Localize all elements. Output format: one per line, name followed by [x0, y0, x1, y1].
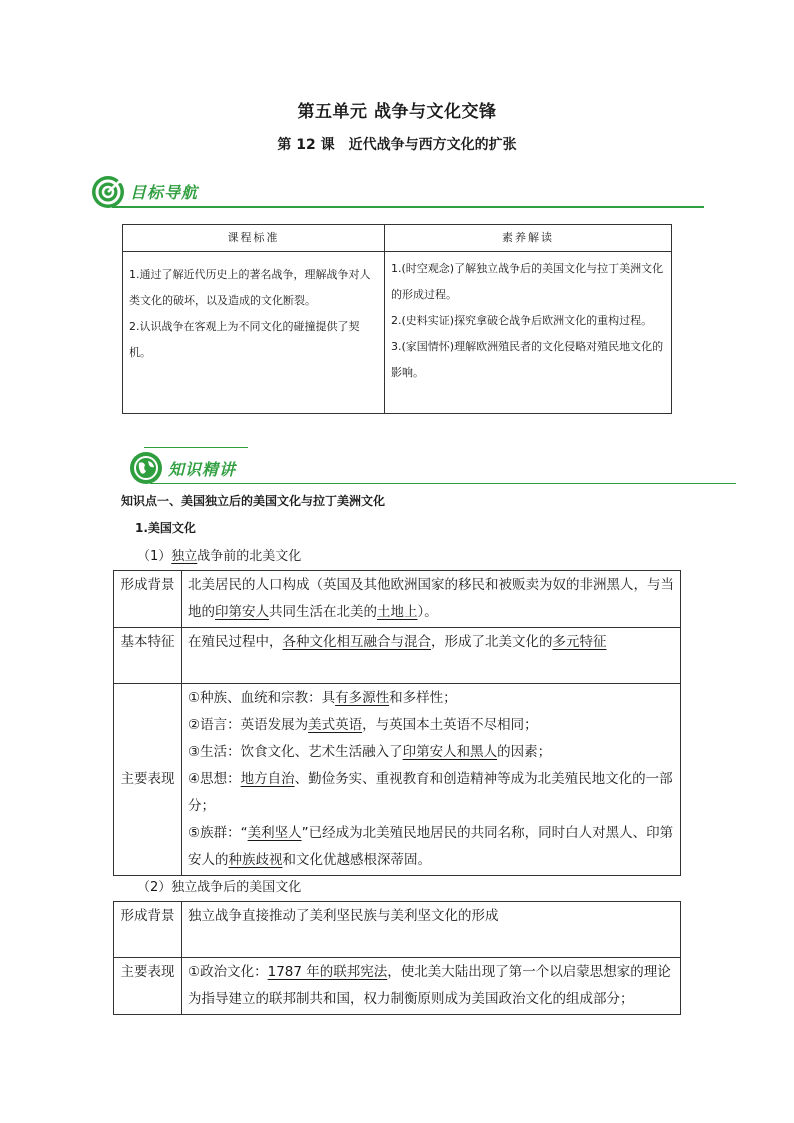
text-span: ②语言：英语发展为 — [188, 717, 309, 733]
table-row — [114, 684, 681, 876]
list-item — [188, 766, 674, 820]
row-label: 主要表现 — [114, 684, 182, 876]
knowledge-point-title: 知识点一、美国独立后的美国文化与拉丁美洲文化 — [121, 494, 386, 508]
row-label: 基本特征 — [114, 628, 182, 684]
goal-table — [122, 224, 672, 414]
underlined-text: 多元特征 — [552, 634, 607, 650]
standards-cell — [123, 252, 385, 414]
knowledge-banner-title: 知识精讲 — [168, 460, 237, 479]
section-subtitle: 1.美国文化 — [135, 521, 196, 535]
underlined-text: 有多源性 — [335, 690, 390, 706]
part2-caption: （2）独立战争后的美国文化 — [137, 880, 302, 895]
caption-prefix: （1） — [137, 549, 172, 564]
underlined-text: 种族歧视 — [228, 852, 283, 868]
text-span: 和多样性； — [389, 690, 457, 706]
underlined-text: 美利坚人 — [247, 825, 302, 841]
table-header: 素养解读 — [385, 225, 672, 252]
row-content — [182, 571, 681, 628]
text-span: 在殖民过程中， — [188, 634, 283, 650]
list-item: 1.通过了解近代历史上的著名战争，理解战争对人类文化的破坏，以及造成的文化断裂。 — [129, 268, 371, 307]
table-row — [123, 225, 672, 252]
text-span: ，形成了北美文化的 — [431, 634, 553, 650]
row-content: 独立战争直接推动了美利坚民族与美利坚文化的形成 — [182, 902, 681, 958]
text-span: ①种族、血统和宗教：具 — [188, 690, 336, 706]
list-item: 2.认识战争在客观上为不同文化的碰撞提供了契机。 — [129, 320, 360, 359]
text-span: 的因素； — [497, 744, 552, 760]
caption-suffix: 战争前的北美文化 — [197, 549, 302, 564]
part2-table — [113, 901, 681, 1015]
text-span: ⑤族群：“ — [188, 825, 248, 841]
underlined-text: 美式英语 — [308, 717, 363, 733]
row-label: 形成背景 — [114, 571, 182, 628]
table-row — [114, 958, 681, 1015]
knowledge-banner — [130, 447, 736, 491]
table-row — [114, 571, 681, 628]
table-row — [123, 252, 672, 414]
underlined-text: 各种文化相互融合与混合 — [282, 634, 431, 650]
underlined-text: 1787 年的联邦宪法 — [267, 964, 388, 980]
list-item — [188, 712, 674, 739]
row-content — [182, 958, 681, 1015]
text-span: 、勤俭务实、重视教育和创造精神等成为北美殖民地文化的一部分； — [188, 771, 673, 814]
list-item: 3.(家国情怀)理解欧洲殖民者的文化侵略对殖民地文化的影响。 — [391, 340, 664, 379]
literacy-cell — [385, 252, 672, 414]
part1-caption — [137, 545, 301, 564]
underlined-text: 印第安人 — [215, 604, 269, 620]
text-span: ，与英国本土英语不尽相同； — [362, 717, 538, 733]
underlined-text: 地方自治 — [240, 771, 295, 787]
text-span: ）。 — [417, 604, 438, 620]
goal-banner-rule — [112, 206, 704, 208]
text-span: ”已经成为北美殖民地居民的共同名称，同时白人对黑人、印第安人的 — [188, 825, 674, 868]
text-span: 和文化优越感根深蒂固。 — [282, 852, 431, 868]
goal-banner-title: 目标导航 — [130, 183, 199, 202]
part1-table — [113, 570, 681, 876]
list-item: 1.(时空观念)了解独立战争后的美国文化与拉丁美洲文化的形成过程。 — [391, 262, 664, 301]
target-icon — [92, 176, 124, 208]
unit-title: 第五单元 战争与文化交锋 — [297, 102, 497, 122]
table-row — [114, 902, 681, 958]
underlined-text: 印第安人和黑人 — [402, 744, 498, 760]
knowledge-banner-top-rule — [144, 447, 248, 448]
globe-icon — [130, 452, 162, 484]
row-label: 主要表现 — [114, 958, 182, 1015]
caption-underlined: 独立 — [171, 549, 198, 564]
list-item — [188, 820, 674, 874]
text-span: ④思想： — [188, 771, 241, 787]
list-item — [188, 685, 674, 712]
list-item: 2.(史料实证)探究拿破仑战争后欧洲文化的重构过程。 — [391, 314, 653, 327]
table-row — [114, 628, 681, 684]
list-item — [188, 739, 674, 766]
row-content — [182, 684, 681, 876]
row-content — [182, 628, 681, 684]
goal-banner — [92, 172, 704, 216]
knowledge-banner-rule — [150, 483, 736, 484]
text-span: ③生活：饮食文化、艺术生活融入了 — [188, 744, 403, 760]
text-span: ，使北美大陆出现了第一个以启蒙思想家的理论为指导建立的联邦制共和国，权力制衡原则成为美国政治文化的组成部分； — [188, 964, 671, 1007]
lesson-title: 第 12 课 近代战争与西方文化的扩张 — [277, 137, 517, 153]
text-span: 北美居民的人口构成（英国及其他欧洲国家的移民和被贩卖为奴的非洲黑人，与当地的 — [188, 577, 674, 620]
text-span: ①政治文化： — [188, 964, 268, 980]
table-header: 课程标准 — [123, 225, 385, 252]
row-label: 形成背景 — [114, 902, 182, 958]
text-span: 共同生活在北美的 — [269, 604, 377, 620]
underlined-text: 土地上 — [377, 604, 418, 620]
